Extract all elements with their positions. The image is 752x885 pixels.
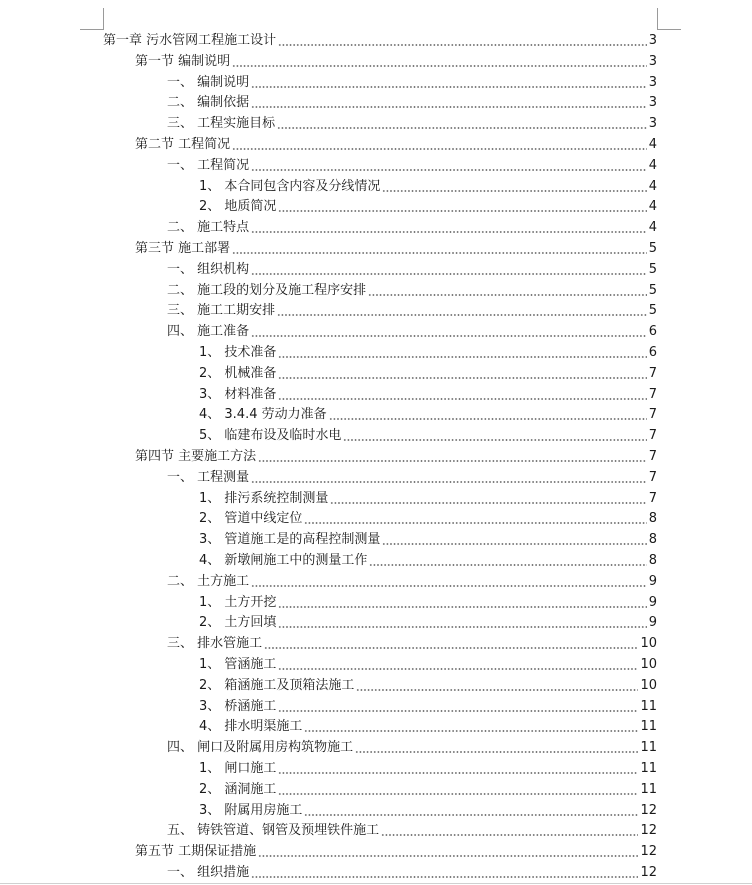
toc-entry[interactable] [167,258,657,278]
toc-dot-leader [278,398,646,400]
toc-entry-page-number: 4 [648,199,657,215]
toc-entry-page-number: 7 [648,469,657,485]
toc-entry-label: 第四节 主要施工方法 [135,449,257,464]
toc-entry[interactable] [199,778,657,798]
toc-dot-leader [251,86,647,88]
toc-entry-page-number: 11 [640,698,657,714]
toc-entry-label: 第二节 工程简况 [135,137,231,152]
toc-entry-label: 二、 施工段的划分及施工程序安排 [167,282,367,298]
toc-entry-label: 1、 本合同包含内容及分线情况 [199,178,381,194]
toc-dot-leader [330,502,646,504]
toc-entry-page-number: 10 [640,677,657,693]
toc-entry-page-number: 7 [648,428,657,444]
toc-entry-label: 二、 编制依据 [167,95,250,111]
toc-entry-label: 4、 3.4.4 劳动力准备 [199,407,327,423]
toc-dot-leader [251,231,647,233]
toc-entry[interactable] [167,216,657,236]
toc-dot-leader [278,710,638,712]
toc-entry-label: 1、 管涵施工 [199,657,277,672]
toc-dot-leader [278,772,638,774]
toc-dot-leader [304,730,638,732]
toc-entry[interactable] [199,549,657,569]
toc-entry-label: 一、 工程测量 [167,469,250,485]
toc-entry-page-number: 10 [640,636,657,652]
toc-dot-leader [381,834,638,836]
toc-entry-page-number: 4 [648,178,657,194]
toc-entry-label: 1、 闸口施工 [199,761,277,776]
toc-entry-page-number: 12 [640,865,657,880]
toc-entry[interactable] [135,133,657,153]
toc-entry[interactable] [199,715,657,735]
toc-entry-label: 第三节 施工部署 [135,241,231,256]
toc-entry-page-number: 11 [640,781,657,797]
toc-dot-leader [277,314,647,316]
toc-entry-page-number: 5 [648,303,657,319]
toc-entry[interactable] [167,861,657,881]
toc-entry[interactable] [167,91,657,111]
toc-entry-page-number: 3 [648,74,657,90]
toc-dot-leader [356,689,638,691]
toc-entry-page-number: 6 [648,345,657,360]
toc-entry[interactable] [167,320,657,340]
toc-dot-leader [278,210,646,212]
toc-entry-page-number: 12 [640,844,657,860]
toc-entry-label: 四、 闸口及附属用房构筑物施工 [167,740,354,756]
toc-entry[interactable] [167,466,657,486]
toc-entry-label: 1、 排污系统控制测量 [199,490,329,506]
toc-dot-leader [251,876,638,878]
toc-dot-leader [355,751,638,753]
toc-entry[interactable] [199,591,657,611]
toc-entry-label: 3、 桥涵施工 [199,698,277,714]
toc-entry-page-number: 12 [640,802,657,818]
toc-entry[interactable] [199,695,657,715]
toc-entry-label: 第一节 编制说明 [135,53,231,69]
toc-entry[interactable] [167,570,657,590]
toc-entry-label: 5、 临建布设及临时水电 [199,428,342,444]
toc-entry-label: 五、 铸铁管道、钢管及预埋铁件施工 [167,823,380,839]
toc-entry-label: 2、 管道中线定位 [199,511,303,527]
toc-entry[interactable] [135,445,657,465]
crop-mark-top-left-horizontal [80,29,104,30]
toc-entry-label: 一、 编制说明 [167,74,250,90]
toc-entry-label: 三、 排水管施工 [167,636,263,652]
toc-entry[interactable] [199,653,657,673]
toc-entry[interactable] [167,736,657,756]
toc-entry[interactable] [199,674,657,694]
toc-entry-label: 2、 地质简况 [199,199,277,215]
toc-dot-leader [251,481,647,483]
toc-dot-leader [304,814,638,816]
toc-dot-leader [278,377,646,379]
toc-entry-page-number: 7 [648,407,657,423]
toc-dot-leader [251,273,647,275]
toc-entry-page-number: 7 [648,490,657,506]
toc-entry[interactable] [199,383,657,403]
toc-entry-page-number: 3 [648,53,657,69]
toc-entry-label: 1、 技术准备 [199,345,277,360]
toc-entry[interactable] [199,487,657,507]
toc-entry-page-number: 5 [648,261,657,277]
toc-entry-label: 一、 组织措施 [167,865,250,880]
toc-entry-page-number: 3 [648,33,657,48]
toc-dot-leader [251,106,647,108]
toc-entry[interactable] [199,611,657,631]
toc-entry-page-number: 5 [648,282,657,298]
toc-entry[interactable] [199,528,657,548]
toc-entry-page-number: 9 [648,615,657,631]
toc-dot-leader [258,460,647,462]
toc-entry-label: 4、 排水明渠施工 [199,719,303,735]
toc-entry-page-number: 8 [648,532,657,548]
toc-dot-leader [278,626,646,628]
toc-dot-leader [251,335,647,337]
toc-dot-leader [251,169,647,171]
toc-entry-page-number: 11 [640,761,657,776]
crop-mark-top-right-vertical [657,8,658,30]
toc-entry[interactable] [199,757,657,777]
toc-dot-leader [232,252,647,254]
toc-dot-leader [278,44,647,46]
toc-entry-page-number: 3 [648,116,657,132]
toc-entry-label: 2、 涵洞施工 [199,781,277,797]
toc-entry-label: 3、 管道施工是的高程控制测量 [199,532,381,548]
toc-entry[interactable] [199,362,657,382]
toc-entry[interactable] [199,341,657,361]
toc-dot-leader [232,65,647,67]
toc-entry[interactable] [199,195,657,215]
toc-entry[interactable] [199,424,657,444]
toc-entry[interactable] [167,154,657,174]
toc-dot-leader [278,668,638,670]
toc-entry[interactable] [167,71,657,91]
toc-entry-page-number: 11 [640,740,657,756]
toc-dot-leader [382,543,646,545]
toc-entry-page-number: 7 [648,386,657,402]
toc-entry-label: 二、 施工特点 [167,220,250,236]
toc-dot-leader [277,127,647,129]
toc-entry-label: 三、 施工工期安排 [167,303,276,319]
toc-entry-page-number: 10 [640,657,657,672]
toc-entry-label: 1、 土方开挖 [199,594,277,610]
toc-entry[interactable] [167,632,657,652]
toc-entry-label: 2、 土方回填 [199,615,277,631]
toc-dot-leader [382,190,646,192]
toc-entry[interactable] [103,29,657,49]
toc-entry-label: 第一章 污水管网工程施工设计 [103,33,277,48]
toc-entry[interactable] [199,403,657,423]
toc-entry[interactable] [167,819,657,839]
toc-entry-page-number: 12 [640,823,657,839]
toc-entry-page-number: 9 [648,594,657,610]
toc-entry[interactable] [199,175,657,195]
toc-entry-page-number: 6 [648,324,657,340]
toc-entry-label: 3、 材料准备 [199,386,277,402]
toc-entry-label: 4、 新墩闸施工中的测量工作 [199,553,368,568]
toc-entry-page-number: 4 [648,157,657,173]
toc-dot-leader [329,418,647,420]
toc-dot-leader [232,148,647,150]
toc-entry-page-number: 7 [648,449,657,464]
toc-entry-page-number: 4 [648,220,657,236]
toc-entry-label: 一、 工程简况 [167,157,250,173]
toc-entry-page-number: 11 [640,719,657,735]
toc-entry[interactable] [199,507,657,527]
toc-dot-leader [264,647,638,649]
toc-dot-leader [278,793,638,795]
toc-dot-leader [369,564,646,566]
toc-entry-page-number: 5 [648,241,657,256]
toc-entry[interactable] [199,799,657,819]
toc-entry-page-number: 7 [648,365,657,381]
toc-entry-page-number: 9 [648,573,657,589]
toc-dot-leader [343,439,646,441]
toc-entry-label: 四、 施工准备 [167,324,250,340]
toc-entry-label: 一、 组织机构 [167,261,250,277]
toc-entry-label: 3、 附属用房施工 [199,802,303,818]
toc-entry-label: 2、 箱涵施工及顶箱法施工 [199,677,355,693]
page-bottom-edge [0,883,752,884]
toc-entry-label: 2、 机械准备 [199,365,277,381]
toc-dot-leader [278,356,646,358]
toc-entry[interactable] [135,237,657,257]
toc-dot-leader [278,606,646,608]
toc-entry-label: 二、 土方施工 [167,573,250,589]
toc-entry-page-number: 4 [648,137,657,152]
toc-entry[interactable] [135,840,657,860]
toc-entry-page-number: 8 [648,553,657,568]
toc-entry[interactable] [167,279,657,299]
crop-mark-top-left-vertical [103,8,104,30]
toc-entry[interactable] [167,299,657,319]
toc-dot-leader [368,294,647,296]
toc-entry-page-number: 8 [648,511,657,527]
toc-entry[interactable] [167,112,657,132]
toc-entry-page-number: 3 [648,95,657,111]
toc-dot-leader [304,522,646,524]
toc-entry-label: 第五节 工期保证措施 [135,844,257,860]
toc-entry-label: 三、 工程实施目标 [167,116,276,132]
toc-entry[interactable] [135,50,657,70]
toc-dot-leader [251,585,647,587]
crop-mark-top-right-horizontal [657,29,681,30]
toc-dot-leader [258,855,638,857]
